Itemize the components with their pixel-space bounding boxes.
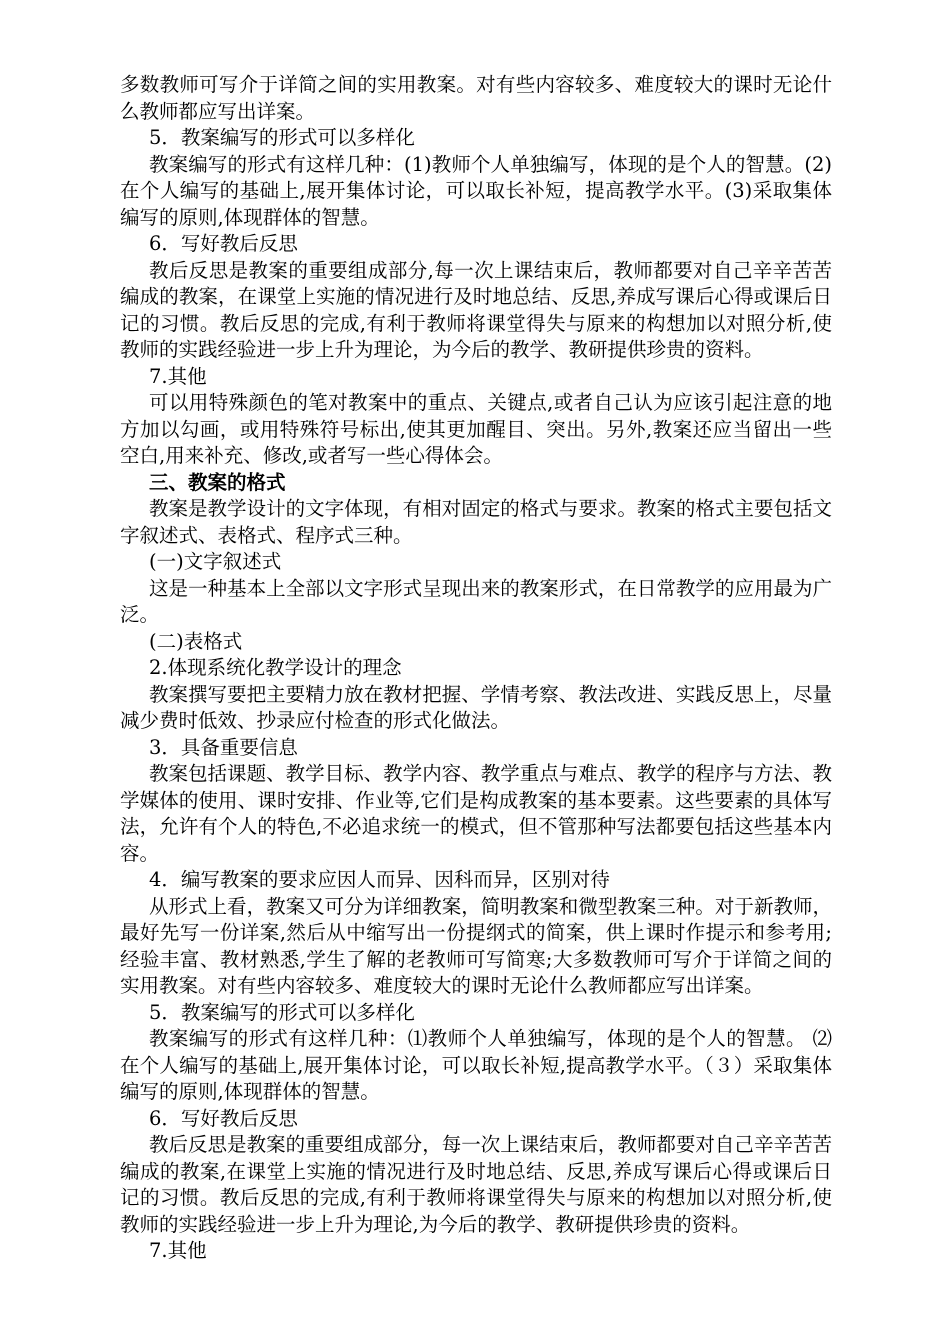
paragraph: 教案撰写要把主要精力放在教材把握、学情考察、教法改进、实践反思上，尽量减少费时低效、抄录应付检查的形式化做法。 xyxy=(120,682,832,732)
paragraph: 可以用特殊颜色的笔对教案中的重点、关键点,或者自己认为应该引起注意的地方加以勾画，或用特殊符号标出,使其更加醒目、突出。另外,教案还应当留出一些空白,用来补充、修改,或者写一些心得体会。 xyxy=(120,391,832,467)
section-heading: 5．教案编写的形式可以多样化 xyxy=(149,1000,415,1024)
chapter-heading: 三、教案的格式 xyxy=(149,470,286,494)
document-body xyxy=(120,72,832,1265)
paragraph: 多数教师可写介于详简之间的实用教案。对有些内容较多、难度较大的课时无论什么教师都应写出详案。 xyxy=(120,73,832,123)
section-heading: (一)文字叙述式 xyxy=(149,550,282,573)
section-heading: 2.体现系统化教学设计的理念 xyxy=(149,656,402,679)
section-heading: (二)表格式 xyxy=(149,629,243,653)
section-heading: 4．编写教案的要求应因人而异、因科而异，区别对待 xyxy=(149,868,610,891)
paragraph: 从形式上看，教案又可分为详细教案，简明教案和微型教案三种。对于新教师，最好先写一份详案,然后从中缩写出一份提纲式的简案，供上课时作提示和参考用;经验丰富、教材熟悉,学生了解的老教师可写简寒;大多数教师可写介于详简之间的实用教案。对有些内容较多、难度较大的课时无论什么教师都应写出详案。 xyxy=(120,894,832,997)
section-heading: 6．写好教后反思 xyxy=(149,232,298,255)
section-heading: 7.其他 xyxy=(149,364,207,388)
paragraph: 教后反思是教案的重要组成部分，每一次上课结束后，教师都要对自己辛辛苦苦编成的教案,在课堂上实施的情况进行及时地总结、反思,养成写课后心得或课后日记的习惯。教后反思的完成,有利于教师将课堂得失与原来的构想加以对照分析,使教师的实践经验进一步上升为理论,为今后的教学、教研提供珍贵的资料。 xyxy=(120,1133,832,1236)
paragraph: 教案包括课题、教学目标、教学内容、教学重点与难点、教学的程序与方法、教学媒体的使用、课时安排、作业等,它们是构成教案的基本要素。这些要素的具体写法，允许有个人的特色,不必追求统一的模式，但不管那种写法都要包括这些基本内容。 xyxy=(120,762,832,865)
section-heading: 3．具备重要信息 xyxy=(149,735,298,759)
section-heading: 7.其他 xyxy=(149,1239,207,1262)
paragraph: 教后反思是教案的重要组成部分,每一次上课结束后，教师都要对自己辛辛苦苦编成的教案，在课堂上实施的情况进行及时地总结、反思,养成写课后心得或课后日记的习惯。教后反思的完成,有利于教师将课堂得失与原来的构想加以对照分析,使教师的实践经验进一步上升为理论，为今后的教学、教研提供珍贵的资料。 xyxy=(120,258,832,361)
paragraph: 教案编写的形式有这样几种：⑴教师个人单独编写，体现的是个人的智慧。 ⑵在个人编写的基础上,展开集体讨论，可以取长补短,提高教学水平。（３）采取集体编写的原则,体现群体的智慧。 xyxy=(120,1027,832,1103)
paragraph: 教案是教学设计的文字体现，有相对固定的格式与要求。教案的格式主要包括文字叙述式、表格式、程序式三种。 xyxy=(120,497,832,547)
section-heading: 5．教案编写的形式可以多样化 xyxy=(149,126,415,149)
section-heading: 6．写好教后反思 xyxy=(149,1106,298,1130)
paragraph: 这是一种基本上全部以文字形式呈现出来的教案形式，在日常教学的应用最为广泛。 xyxy=(120,576,832,626)
paragraph: 教案编写的形式有这样几种：(1)教师个人单独编写，体现的是个人的智慧。(2)在个人编写的基础上,展开集体讨论，可以取长补短，提高教学水平。(3)采取集体编写的原则,体现群体的智慧。 xyxy=(120,152,832,229)
